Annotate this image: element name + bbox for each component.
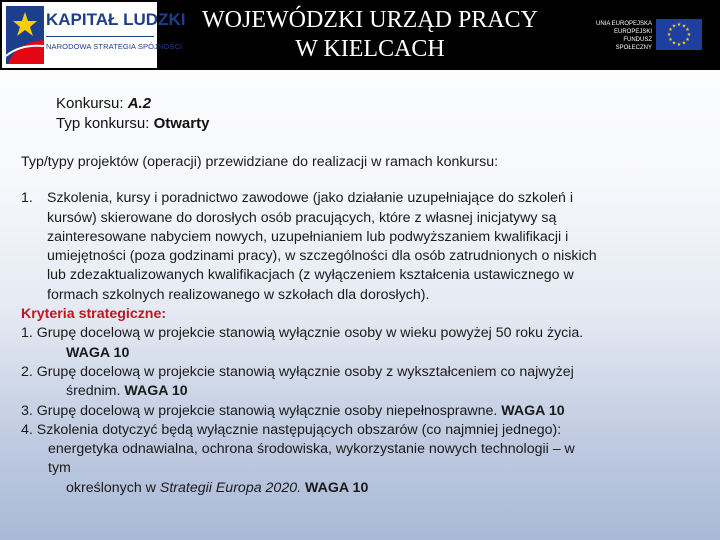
contest-number-row [56, 94, 209, 114]
logo-title: KAPITAŁ LUDZKI [46, 10, 186, 29]
svg-text:★: ★ [668, 27, 673, 33]
criterion-4-text: 4. Szkolenia dotyczyć będą wyłącznie następujących obszarów (co najmniej jednego): [21, 421, 562, 438]
criterion-2-weight: WAGA 10 [124, 383, 188, 400]
contest-number-value: A.2 [127, 95, 152, 112]
svg-text:★: ★ [666, 32, 672, 38]
item-line-3: zainteresowane nabyciem nowych, uzupełnianiem lub podwyższaniem kwalifikacji i [47, 228, 569, 245]
criterion-4-cont-3-pre: określonych w [66, 479, 156, 496]
eu-flag-icon [656, 19, 702, 50]
contest-type-label: Typ konkursu: [56, 115, 150, 132]
criterion-2-cont-row [21, 382, 701, 401]
svg-text:★: ★ [686, 32, 692, 38]
criterion-2-text: 2. Grupę docelową w projekcie stanowią wyłącznie osoby z wykształceniem co najwyżej [21, 363, 574, 380]
criterion-1-weight-row [21, 344, 701, 363]
header-bar [0, 0, 720, 70]
svg-text:★: ★ [685, 37, 690, 43]
title-line-1: WOJEWÓDZKI URZĄD PRACY [202, 7, 538, 33]
item-line-6: formach szkolnych realizowanego w szkołach dla dorosłych). [47, 286, 430, 303]
criterion-2 [21, 363, 701, 402]
contest-type-row [56, 114, 209, 134]
kapital-ludzki-emblem-icon [6, 6, 44, 64]
criterion-2-cont: średnim. [66, 383, 121, 400]
page-title [160, 6, 580, 64]
eu-stars-icon [656, 19, 702, 50]
item-line-1: Szkolenia, kursy i poradnictwo zawodowe (jako działanie uzupełniające do szkoleń i [47, 190, 574, 207]
item-number: 1. [21, 190, 33, 207]
criterion-4-cont-3 [21, 479, 701, 498]
contest-type-value: Otwarty [153, 115, 210, 132]
svg-text:★: ★ [676, 42, 682, 48]
criterion-4-weight: WAGA 10 [305, 479, 369, 496]
eu-line-3: FUNDUSZ SPOŁECZNY [615, 37, 652, 51]
svg-text:★: ★ [681, 40, 687, 47]
logo-divider [46, 36, 154, 37]
project-type-item [21, 189, 701, 305]
svg-text:★: ★ [676, 22, 682, 28]
svg-text:★: ★ [681, 23, 687, 30]
svg-text:★: ★ [671, 40, 677, 47]
criteria-heading: Kryteria strategiczne: [21, 306, 167, 323]
svg-text:★: ★ [671, 23, 677, 30]
svg-text:★: ★ [685, 27, 690, 33]
title-line-2: W KIELCACH [295, 36, 445, 62]
project-types-lead: Typ/typy projektów (operacji) przewidziane do realizacji w ramach konkursu: [21, 154, 499, 170]
criterion-1-text: 1. Grupę docelową w projekcie stanowią wyłącznie osoby w wieku powyżej 50 roku życia. [21, 325, 584, 342]
contest-number-label: Konkursu: [56, 95, 124, 112]
strategy-name: Strategii Europa 2020. [159, 479, 302, 496]
logo-subtitle: NARODOWA STRATEGIA SPÓJNOŚCI [46, 42, 183, 51]
criterion-3-weight: WAGA 10 [501, 402, 565, 419]
item-text [47, 189, 697, 305]
criterion-1 [21, 324, 701, 363]
criterion-1-weight: WAGA 10 [66, 344, 130, 361]
eu-logo-text [588, 20, 652, 52]
contest-info [56, 94, 209, 134]
criterion-3-text: 3. Grupę docelową w projekcie stanowią wyłącznie osoby niepełnosprawne. [21, 402, 498, 419]
eu-line-2: EUROPEJSKI [613, 29, 652, 35]
criterion-4-cont-1: energetyka odnawialna, ochrona środowiska, wykorzystanie nowych technologii – w [48, 441, 575, 458]
item-line-2: kursów) skierowane do dorosłych osób pracujących, które z własnej inicjatywy są [47, 209, 557, 226]
main-content [21, 153, 701, 498]
item-line-5: lub zdezaktualizowanych kwalifikacjach (z wyłączeniem kształcenia ustawicznego w [47, 267, 574, 284]
svg-text:★: ★ [668, 37, 673, 43]
item-line-4: umiejętności (poza godzinami pracy), w szczególności dla osób zatrudnionych o niskich [47, 248, 597, 265]
kapital-ludzki-logo [2, 2, 186, 68]
criterion-3 [21, 402, 701, 421]
criterion-4 [21, 421, 701, 498]
eu-line-1: UNIA EUROPEJSKA [595, 21, 652, 27]
criterion-4-cont-2: tym [48, 460, 71, 477]
